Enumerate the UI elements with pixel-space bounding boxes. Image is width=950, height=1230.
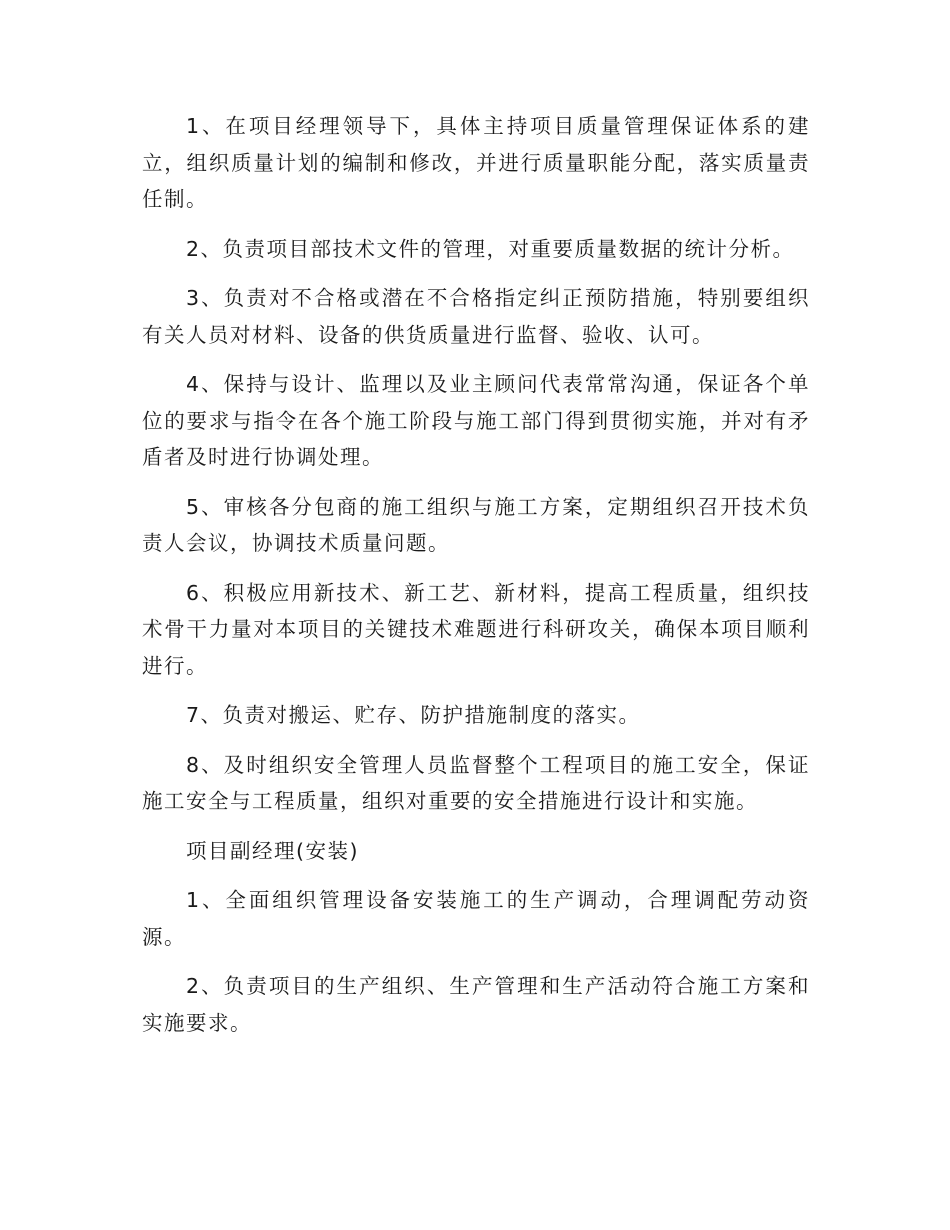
paragraph-duty-3: 3、负责对不合格或潜在不合格指定纠正预防措施，特别要组织有关人员对材料、设备的供货质量进行监督、验收、认可。 <box>142 286 810 347</box>
paragraph-duty-6: 6、积极应用新技术、新工艺、新材料，提高工程质量，组织技术骨干力量对本项目的关键技术难题进行科研攻关，确保本项目顺利进行。 <box>142 580 810 678</box>
paragraph-duty-1: 1、在项目经理领导下，具体主持项目质量管理保证体系的建立，组织质量计划的编制和修改，并进行质量职能分配，落实质量责任制。 <box>142 114 810 211</box>
paragraph-deputy-duty-2: 2、负责项目的生产组织、生产管理和生产活动符合施工方案和实施要求。 <box>142 974 810 1035</box>
paragraph-duty-5: 5、审核各分包商的施工组织与施工方案，定期组织召开技术负责人会议，协调技术质量问题。 <box>142 494 810 555</box>
paragraph-duty-7: 7、负责对搬运、贮存、防护措施制度的落实。 <box>186 703 641 727</box>
paragraph-deputy-duty-1: 1、全面组织管理设备安装施工的生产调动，合理调配劳动资源。 <box>142 888 810 949</box>
document-body <box>142 108 810 1054</box>
paragraph-duty-2: 2、负责项目部技术文件的管理，对重要质量数据的统计分析。 <box>186 236 795 261</box>
paragraph-duty-4: 4、保持与设计、监理以及业主顾问代表常常沟通，保证各个单位的要求与指令在各个施工阶段与施工部门得到贯彻实施，并对有矛盾者及时进行协调处理。 <box>142 372 810 469</box>
section-heading-deputy-manager: 项目副经理(安装) <box>186 838 359 863</box>
paragraph-duty-8: 8、及时组织安全管理人员监督整个工程项目的施工安全，保证施工安全与工程质量，组织对重要的安全措施进行设计和实施。 <box>142 752 810 813</box>
